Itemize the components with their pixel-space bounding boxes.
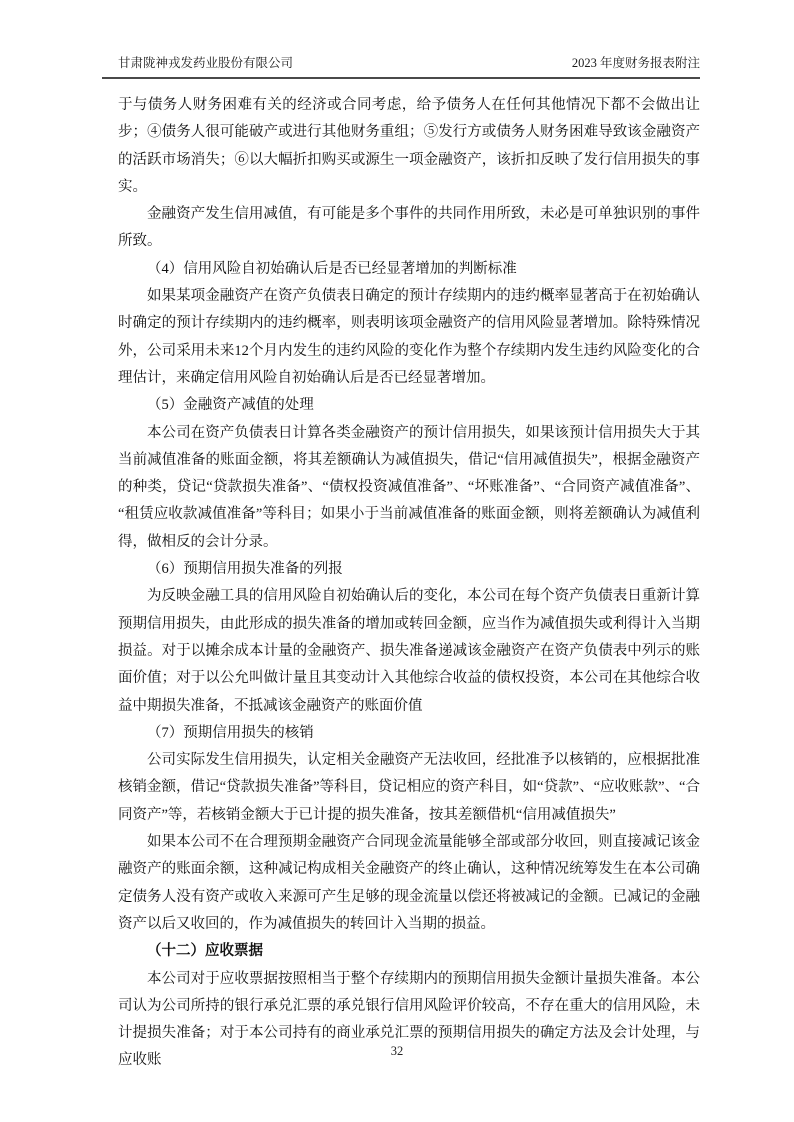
paragraph: 公司实际发生信用损失，认定相关金融资产无法收回，经批准予以核销的，应根据批准核销金额，借记“贷款损失准备”等科目，贷记相应的资产科目，如“贷款”、“应收账款”、“合同资产”等，若核销金额大于已计提的损失准备，按其差额借机“信用减值损失” [118, 752, 700, 823]
page-header [102, 55, 700, 79]
paragraph: 如果本公司不在合理预期金融资产合同现金流量能够全部或部分收回，则直接减记该金融资产的账面余额，这种减记构成相关金融资产的终止确认，这种情况统筹发生在本公司确定债务人没有资产或收入来源可产生足够的现金流量以偿还将被减记的金额。已减记的金融资产以后又收回的，作为减值损失的转回计入当期的损益。 [118, 834, 700, 932]
paragraph: 为反映金融工具的信用风险自初始确认后的变化，本公司在每个资产负债表日重新计算预期信用损失，由此形成的损失准备的增加或转回金额，应当作为减值损失或利得计入当期损益。对于以摊余成本计量的金融资产、损失准备递减该金融资产在资产负债表中列示的账面价值；对于以公允叫做计量且其变动计入其他综合收益的债权投资，本公司在其他综合收益中期损失准备，不抵减该金融资产的账面价值 [118, 588, 700, 714]
paragraph: 如果某项金融资产在资产负债表日确定的预计存续期内的违约概率显著高于在初始确认时确定的预计存续期内的违约概率，则表明该项金融资产的信用风险显著增加。除特殊情况外，公司采用未来12个月内发生的违约风险的变化作为整个存续期内发生违约风险变化的合理估计，来确定信用风险自初始确认后是否已经显著增加。 [118, 288, 700, 386]
paragraph: 本公司对于应收票据按照相当于整个存续期内的预期信用损失金额计量损失准备。本公司认为公司所持的银行承兑汇票的承兑银行信用风险评价较高，不存在重大的信用风险，未计提损失准备；对于本公司持有的商业承兑汇票的预期信用损失的确定方法及会计处理，与应收账 [118, 970, 700, 1069]
document-body [118, 92, 700, 1075]
header-doc-title: 2023 年度财务报表附注 [571, 56, 700, 70]
section-heading-impairment-treatment: （5）金融资产减值的处理 [147, 397, 314, 414]
header-company-name: 甘肃陇神戎发药业股份有限公司 [118, 56, 294, 70]
paragraph-continuation: 于与债务人财务困难有关的经济或合同考虑，给予债务人在任何其他情况下都不会做出让步；④债务人很可能破产或进行其他财务重组；⑤发行方或债务人财务困难导致该金融资产的活跃市场消失；⑥以大幅折扣购买或源生一项金融资产，该折扣反映了发行信用损失的事实。 [118, 97, 700, 195]
page-footer [0, 1044, 794, 1059]
paragraph: 金融资产发生信用减值，有可能是多个事件的共同作用所致，未必是可单独识别的事件所致。 [118, 206, 700, 250]
section-heading-ecl-presentation: （6）预期信用损失准备的列报 [147, 561, 343, 578]
section-heading-ecl-writeoff: （7）预期信用损失的核销 [147, 724, 314, 741]
paragraph: 本公司在资产负债表日计算各类金融资产的预计信用损失，如果该预计信用损失大于其当前减值准备的账面金额，将其差额确认为减值损失，借记“信用减值损失”，根据金融资产的种类，贷记“贷款损失准备”、“债权投资减值准备”、“坏账准备”、“合同资产减值准备”、“租赁应收款减值准备”等科目；如果小于当前减值准备的账面金额，则将差额确认为减值利得，做相反的会计分录。 [118, 424, 700, 550]
page-number: 32 [390, 1044, 404, 1058]
section-heading-notes-receivable: （十二）应收票据 [147, 943, 263, 960]
section-heading-credit-risk-criteria: （4）信用风险自初始确认后是否已经显著增加的判断标准 [147, 260, 517, 277]
